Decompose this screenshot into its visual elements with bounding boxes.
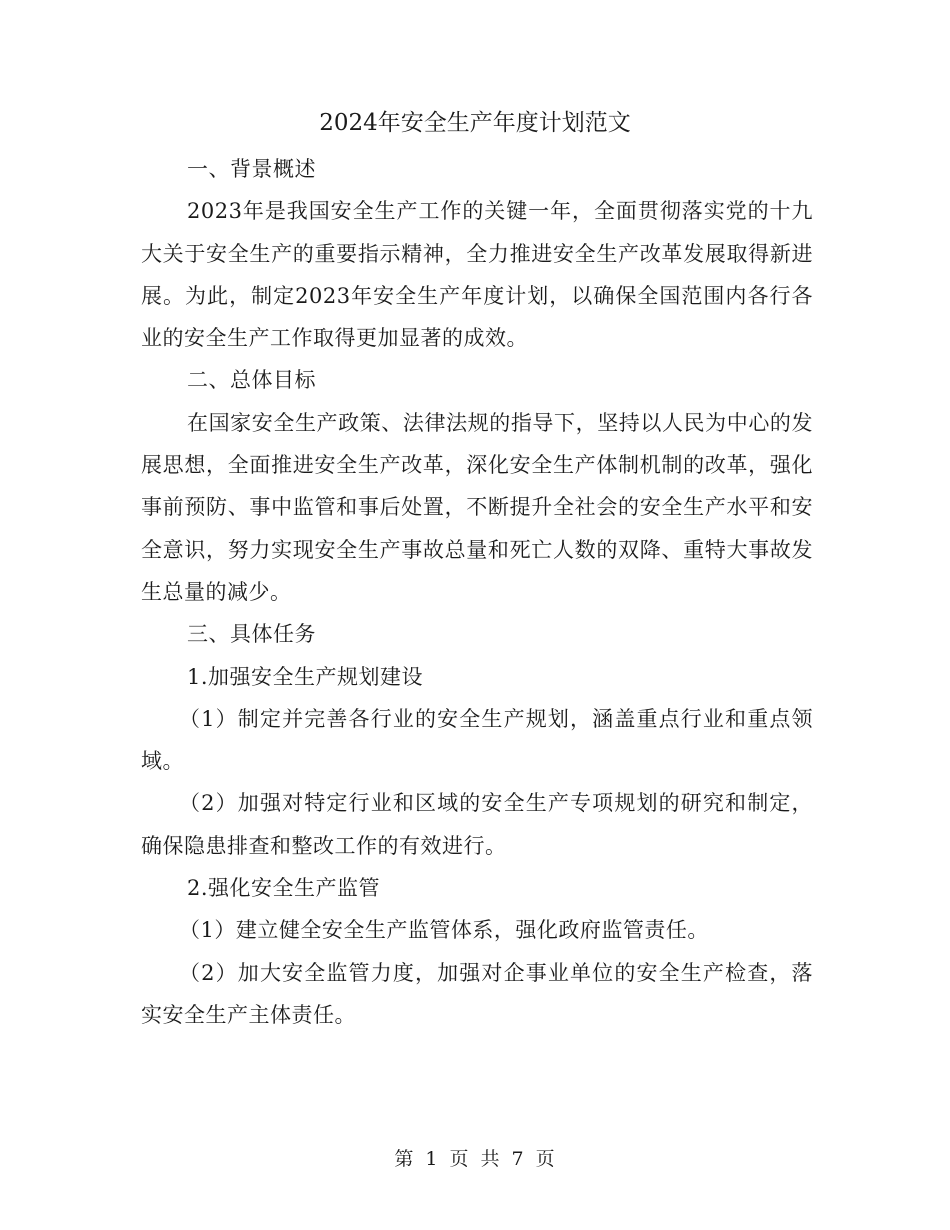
subsection-heading-supervision: 2.强化安全生产监管	[187, 876, 381, 901]
paragraph-overall-goal: 在国家安全生产政策、法律法规的指导下，坚持以人民为中心的发展思想，全面推进安全生产改革，深化安全生产体制机制的改革，强化事前预防、事中监管和事后处置，不断提升全社会的安全生产水平和安全意识，努力实现安全生产事故总量和死亡人数的双降、重特大事故发生总量的减少。	[141, 410, 813, 604]
list-item-planning-1: （1）制定并完善各行业的安全生产规划，涵盖重点行业和重点领域。	[141, 706, 813, 774]
document-title: 2024年安全生产年度计划范文	[319, 110, 631, 136]
page-footer: 第 1 页 共 7 页	[394, 1148, 556, 1170]
subsection-heading-planning: 1.加强安全生产规划建设	[187, 664, 424, 689]
list-item-supervision-2: （2）加大安全监管力度，加强对企事业单位的安全生产检查，落实安全生产主体责任。	[141, 960, 813, 1027]
section-heading-specific-tasks: 三、具体任务	[187, 622, 316, 647]
list-item-supervision-1: （1）建立健全安全生产监管体系，强化政府监管责任。	[179, 918, 709, 943]
paragraph-background: 2023年是我国安全生产工作的关键一年，全面贯彻落实党的十九大关于安全生产的重要指示精神，全力推进安全生产改革发展取得新进展。为此，制定2023年安全生产年度计划，以确保全国范围内各行各业的安全生产工作取得更加显著的成效。	[141, 199, 813, 351]
section-heading-background: 一、背景概述	[187, 157, 316, 181]
document-body	[141, 148, 813, 1036]
section-heading-overall-goal: 二、总体目标	[187, 368, 316, 393]
list-item-planning-2: （2）加强对特定行业和区域的安全生产专项规划的研究和制定，确保隐患排查和整改工作的有效进行。	[141, 791, 813, 858]
